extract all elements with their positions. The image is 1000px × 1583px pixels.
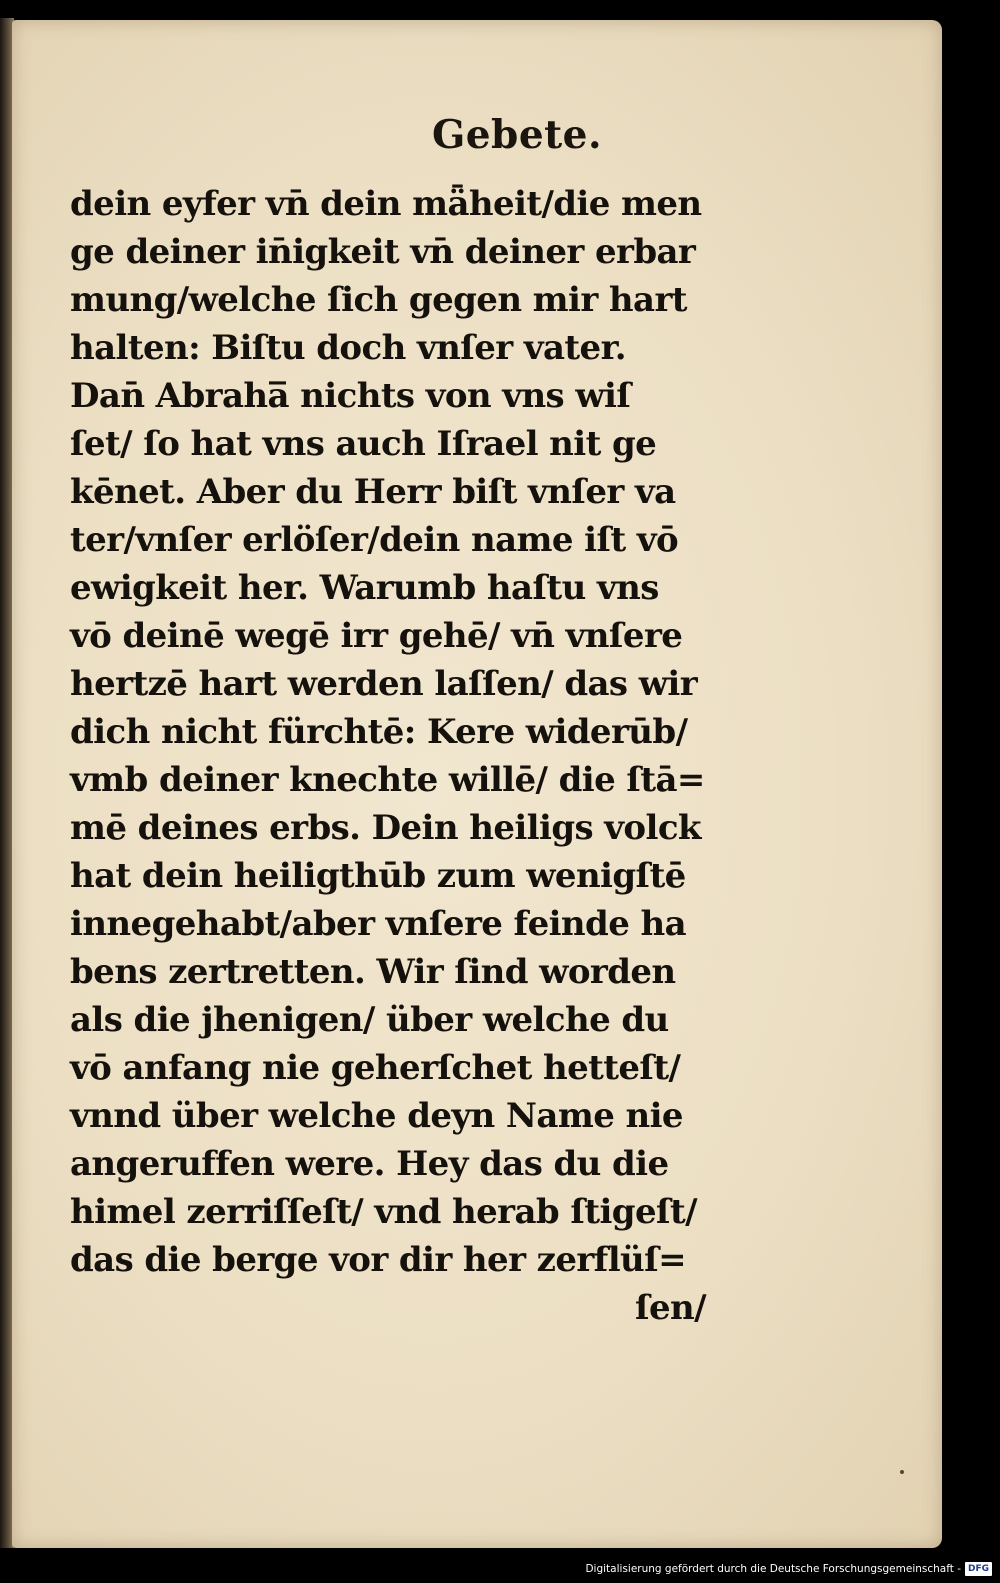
text-line: vmb deiner knechte willē/ die ſtā= bbox=[70, 760, 705, 800]
text-line: vō anfang nie geherſchet hetteſt/ bbox=[70, 1048, 681, 1088]
text-line: dich nicht fürchtē: Kere widerūb/ bbox=[70, 712, 688, 752]
text-line: vō deinē wegē irr gehē/ vn̄ vnſere bbox=[70, 616, 683, 656]
text-line: hertzē hart werden laſſen/ das wir bbox=[70, 664, 698, 704]
text-line: ter/vnſer erlöſer/dein name iſt vō bbox=[70, 520, 679, 560]
dfg-logo-icon: DFG bbox=[965, 1562, 992, 1576]
text-line: ge deiner in̄igkeit vn̄ deiner erbar bbox=[70, 232, 696, 272]
text-line: als die jhenigen/ über welche du bbox=[70, 1000, 669, 1040]
text-line: mē deines erbs. Dein heiligs volck bbox=[70, 808, 701, 848]
text-line: vnnd über welche deyn Name nie bbox=[70, 1096, 683, 1136]
paper-speck bbox=[900, 1470, 904, 1474]
text-line: angeruffen were. Hey das du die bbox=[70, 1144, 669, 1184]
text-line: hat dein heiligthūb zum wenigſtē bbox=[70, 856, 686, 896]
digitization-footer bbox=[585, 1559, 992, 1579]
text-line: mung/welche ſich gegen mir hart bbox=[70, 280, 687, 320]
text-line: innegehabt/aber vnſere feinde ha bbox=[70, 904, 687, 944]
text-line: bens zertretten. Wir ſind worden bbox=[70, 952, 676, 992]
text-line: kēnet. Aber du Herr biſt vnſer va bbox=[70, 472, 676, 512]
text-line: das die berge vor dir her zerflüſ= bbox=[70, 1240, 687, 1280]
text-line: Dan̄ Abraha̅ nichts von vns wiſ bbox=[70, 376, 631, 416]
page-header: Gebete. bbox=[431, 112, 603, 158]
footer-credit: Digitalisierung gefördert durch die Deutsche Forschungsgemeinschaft - bbox=[585, 1563, 961, 1575]
text-line: himel zerriſſeſt/ vnd herab ſtigeſt/ bbox=[70, 1192, 697, 1232]
text-line: ewigkeit her. Warumb haſtu vns bbox=[70, 568, 659, 608]
text-line: dein eyfer vn̄ dein mǟheit/die men bbox=[70, 184, 702, 224]
book-page bbox=[12, 20, 942, 1548]
text-block bbox=[70, 180, 720, 1332]
text-line: halten: Biſtu doch vnſer vater. bbox=[70, 328, 626, 368]
text-line: ſet/ ſo hat vns auch Iſrael nit ge bbox=[70, 424, 657, 464]
catchword: ſen/ bbox=[635, 1288, 706, 1328]
